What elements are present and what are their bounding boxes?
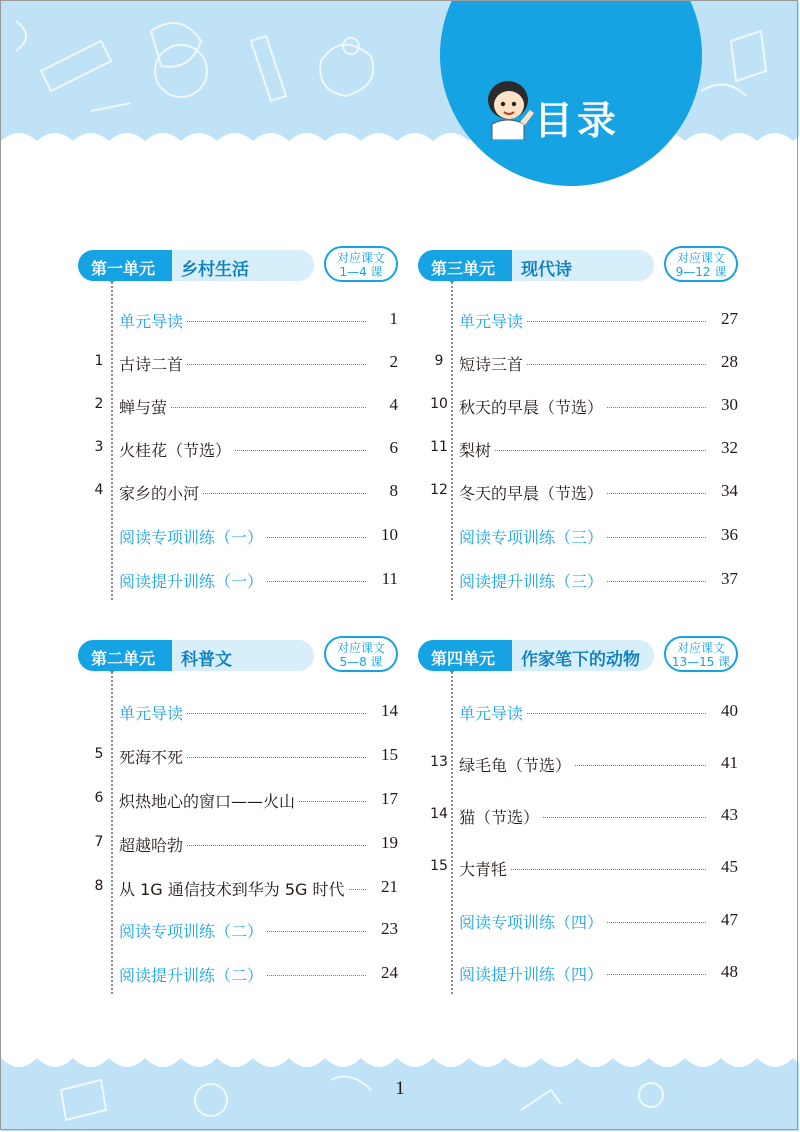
toc-entry[interactable] <box>78 918 398 942</box>
lesson-tag-line2: 1—4 课 <box>339 265 383 279</box>
lesson-number: 13 <box>430 754 448 770</box>
lesson-number: 5 <box>94 746 104 762</box>
toc-entry[interactable] <box>418 804 738 828</box>
toc-entry[interactable] <box>418 394 738 418</box>
entry-page: 19 <box>366 833 398 853</box>
lesson-number: 2 <box>94 396 104 412</box>
lesson-number: 9 <box>434 353 444 369</box>
toc-entry[interactable] <box>78 700 398 724</box>
unit-header <box>78 636 398 676</box>
lesson-tag-line1: 对应课文 <box>676 251 725 265</box>
lesson-tag-line2: 9—12 课 <box>675 265 727 279</box>
entry-page: 28 <box>706 352 738 372</box>
lesson-number: 4 <box>94 482 104 498</box>
entry-page: 27 <box>706 309 738 329</box>
toc-entry[interactable] <box>418 700 738 724</box>
toc-entry[interactable] <box>418 308 738 332</box>
page-title: 目录 <box>534 99 621 144</box>
entry-title: 古诗二首 <box>119 352 187 375</box>
entry-title: 炽热地心的窗口——火山 <box>119 789 299 812</box>
entry-page: 17 <box>366 789 398 809</box>
entry-page: 32 <box>706 438 738 458</box>
entry-page: 40 <box>706 701 738 721</box>
toc-entry[interactable] <box>418 961 738 985</box>
unit-label: 第二单元 <box>91 649 156 668</box>
lesson-range-tag <box>324 246 398 282</box>
unit-name: 现代诗 <box>521 260 572 280</box>
unit-section <box>78 636 398 998</box>
entry-page: 30 <box>706 395 738 415</box>
entry-page: 21 <box>366 877 398 897</box>
toc-entry[interactable] <box>78 832 398 856</box>
toc-entry[interactable] <box>78 394 398 418</box>
toc-entry[interactable] <box>78 788 398 812</box>
entry-title: 阅读提升训练（三） <box>459 569 607 592</box>
unit-name: 乡村生活 <box>181 260 249 280</box>
entry-page: 48 <box>706 962 738 982</box>
lesson-number: 8 <box>94 878 104 894</box>
toc-entry[interactable] <box>78 351 398 375</box>
entry-title: 绿毛龟（节选） <box>459 753 575 776</box>
entry-title: 阅读提升训练（一） <box>119 569 267 592</box>
entry-page: 43 <box>706 805 738 825</box>
entry-title: 阅读专项训练（一） <box>119 525 267 548</box>
leader-dots <box>138 407 366 408</box>
page-number: 1 <box>395 1078 405 1099</box>
entry-title: 阅读专项训练（二） <box>119 919 267 942</box>
entry-title: 单元导读 <box>459 701 527 724</box>
entry-page: 4 <box>366 395 398 415</box>
entry-title: 单元导读 <box>119 309 187 332</box>
entry-title: 猫（节选） <box>459 805 543 828</box>
toc-entry[interactable] <box>418 437 738 461</box>
lesson-tag-line1: 对应课文 <box>676 641 725 655</box>
unit-header <box>418 246 738 286</box>
entry-page: 45 <box>706 857 738 877</box>
unit-label: 第三单元 <box>431 259 496 278</box>
lesson-number: 1 <box>94 353 104 369</box>
entry-page: 10 <box>366 525 398 545</box>
unit-section <box>418 636 738 998</box>
entry-page: 8 <box>366 481 398 501</box>
lesson-number: 12 <box>430 482 448 498</box>
lesson-number: 11 <box>430 439 448 455</box>
toc-entry[interactable] <box>78 876 398 900</box>
entry-page: 36 <box>706 525 738 545</box>
unit-name: 科普文 <box>181 650 232 670</box>
entry-title: 超越哈勃 <box>119 833 187 856</box>
entry-title: 从 1G 通信技术到华为 5G 时代 <box>119 877 349 900</box>
entry-title: 死海不死 <box>119 745 187 768</box>
lesson-number: 14 <box>430 806 448 822</box>
lesson-number: 7 <box>94 834 104 850</box>
toc-entry[interactable] <box>78 524 398 548</box>
entry-title: 火桂花（节选） <box>119 438 235 461</box>
entry-page: 37 <box>706 569 738 589</box>
entry-page: 11 <box>366 569 398 589</box>
lesson-tag-line1: 对应课文 <box>336 251 385 265</box>
entry-page: 47 <box>706 910 738 930</box>
unit-header <box>78 246 398 286</box>
leader-dots <box>478 450 706 451</box>
unit-label: 第一单元 <box>91 259 156 278</box>
entry-page: 2 <box>366 352 398 372</box>
toc-entry[interactable] <box>78 308 398 332</box>
lesson-tag-line2: 5—8 课 <box>339 655 383 669</box>
lesson-range-tag <box>664 636 738 672</box>
toc-entry[interactable] <box>78 568 398 592</box>
lesson-range-tag <box>664 246 738 282</box>
lesson-range-tag <box>324 636 398 672</box>
entry-page: 41 <box>706 753 738 773</box>
entry-title: 家乡的小河 <box>119 481 203 504</box>
toc-entry[interactable] <box>418 752 738 776</box>
entry-title: 单元导读 <box>119 701 187 724</box>
toc-entry[interactable] <box>418 480 738 504</box>
unit-section <box>418 246 738 604</box>
entry-title: 蝉与萤 <box>119 395 171 418</box>
lesson-number: 15 <box>430 858 448 874</box>
lesson-number: 10 <box>430 396 448 412</box>
entry-title: 冬天的早晨（节选） <box>459 481 607 504</box>
entry-page: 1 <box>366 309 398 329</box>
lesson-number: 3 <box>94 439 104 455</box>
entry-page: 14 <box>366 701 398 721</box>
lesson-tag-line2: 13—15 课 <box>671 655 731 669</box>
entry-title: 秋天的早晨（节选） <box>459 395 607 418</box>
entry-page: 15 <box>366 745 398 765</box>
toc-entry[interactable] <box>78 480 398 504</box>
unit-name: 作家笔下的动物 <box>521 650 640 670</box>
entry-title: 阅读专项训练（四） <box>459 910 607 933</box>
entry-title: 短诗三首 <box>459 352 527 375</box>
toc-entry[interactable] <box>78 437 398 461</box>
toc-entry[interactable] <box>418 351 738 375</box>
entry-page: 6 <box>366 438 398 458</box>
unit-header <box>418 636 738 676</box>
entry-title: 阅读提升训练（四） <box>459 962 607 985</box>
leader-dots <box>478 869 706 870</box>
toc-entry[interactable] <box>78 962 398 986</box>
lesson-tag-line1: 对应课文 <box>336 641 385 655</box>
unit-label: 第四单元 <box>431 649 496 668</box>
entry-title: 单元导读 <box>459 309 527 332</box>
entry-page: 34 <box>706 481 738 501</box>
lesson-number: 6 <box>94 790 104 806</box>
toc-entry[interactable] <box>418 909 738 933</box>
entry-title: 大青牦 <box>459 857 511 880</box>
toc-entry[interactable] <box>418 856 738 880</box>
entry-page: 24 <box>366 963 398 983</box>
entry-title: 梨树 <box>459 438 495 461</box>
toc-entry[interactable] <box>418 568 738 592</box>
entry-page: 23 <box>366 919 398 939</box>
entry-title: 阅读专项训练（三） <box>459 525 607 548</box>
toc-entry[interactable] <box>418 524 738 548</box>
entry-title: 阅读提升训练（二） <box>119 963 267 986</box>
toc-entry[interactable] <box>78 744 398 768</box>
mascot-boy-icon <box>478 76 538 140</box>
unit-section <box>78 246 398 604</box>
